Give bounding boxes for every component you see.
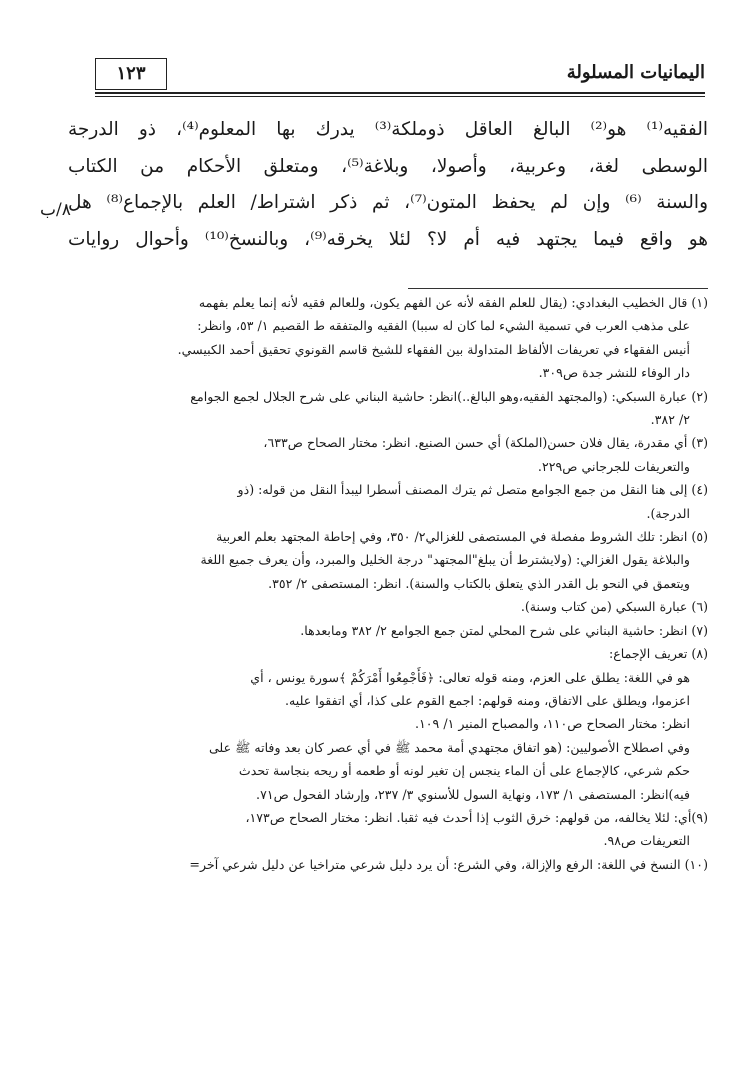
footnote-line: أنيس الفقهاء في تعريفات الألفاظ المتداولة بين الفقهاء للشيخ قاسم القونوي تحقيق أحمد الكبيسي. — [177, 341, 690, 357]
footnote-line: والبلاغة يقول الغزالي: (ولايشترط أن يبلغ"المجتهد" درجة الخليل والمبرد، وأن يعرف جميع اللغة — [200, 552, 690, 568]
body-line: والسنة ⁽⁶⁾ وإن لم يحفظ المتون⁽⁷⁾، ثم ذكر اشتراط/ العلم بالإجماع⁽⁸⁾ هل — [68, 192, 708, 213]
footnote-line: (٤) إلى هنا النقل من جمع الجوامع متصل ثم يترك المصنف أسطرا ليبدأ النقل من قوله: (ذو — [237, 482, 708, 498]
footnote-2 — [35, 385, 708, 432]
footnote-line: دار الوفاء للنشر جدة ص٣٠٩. — [538, 365, 690, 381]
footnote-line: (٦) عبارة السبكي (من كتاب وسنة). — [520, 599, 708, 615]
footnote-line: (٢) عبارة السبكي: (والمجتهد الفقيه،وهو البالغ..)انظر: حاشية البناني على شرح الجلال لجمع الجوامع — [190, 388, 708, 404]
footnote-line: هو في اللغة: يطلق على العزم، ومنه قوله تعالى: ﴿فَأَجْمِعُوا أَمْرَكُمْ ﴾سورة يونس ، أي — [250, 669, 690, 685]
margin-folio-note: ٨/ب — [40, 200, 71, 220]
body-line: هو واقع فيما يجتهد فيه أم لا؟ لئلا يخرقه⁽⁹⁾، وبالنسخ⁽¹⁰⁾ وأحوال روايات — [68, 228, 709, 250]
body-line: الوسطى لغة، وعربية، وأصولا، وبلاغة⁽⁵⁾، ومتعلق الأحكام من الكتاب — [68, 155, 708, 177]
page-number: ١٢٣ — [95, 58, 167, 90]
footnote-line: (٩)أي: لئلا يخالفه، من قولهم: خرق الثوب إذا أحدث فيه ثقبا. انظر: مختار الصحاح ص١٧٣، — [245, 809, 708, 825]
footnote-line: انظر: مختار الصحاح ص١١٠، والمصباح المنير ١/ ١٠٩. — [415, 716, 690, 732]
footnote-line: (٣) أي مقدرة، يقال فلان حسن(الملكة) أي حسن الصنيع. انظر: مختار الصحاح ص٦٣٣، — [263, 435, 708, 451]
footnote-line: وفي اصطلاح الأصوليين: (هو اتفاق مجتهدي أمة محمد ﷺ في أي عصر كان بعد وفاته ﷺ على — [208, 739, 690, 755]
main-text — [68, 112, 708, 258]
footnote-line: على مذهب العرب في تسمية الشيء لما كان له سببا) الفقيه والمتفقه ط القصيم ١/ ٥٣، وانظر: — [197, 318, 690, 334]
footnote-4 — [35, 478, 708, 525]
footnote-line: (١) قال الخطيب البغدادي: (يقال للعلم الفقه لأنه عن الفهم يكون، وللعالم فقيه لأنه إنما يعلم بفهمه — [198, 295, 708, 310]
footnote-line: حكم شرعي، كالإجماع على أن الماء ينجس إن تغير لونه أو طعمه أو ريحه بنجاسة تحدث — [238, 763, 690, 779]
header-rule — [95, 92, 705, 94]
footnote-line: (١٠) النسخ في اللغة: الرفع والإزالة، وفي الشرع: أن يرد دليل شرعي متراخيا عن دليل شرعي آخر= — [189, 856, 708, 872]
footnote-line: (٧) انظر: حاشية البناني على شرح المحلي لمتن جمع الجوامع ٢/ ٣٨٢ ومابعدها. — [300, 622, 708, 638]
footnotes — [35, 291, 708, 876]
footnote-1 — [35, 291, 708, 385]
footnote-10 — [35, 853, 708, 876]
footnote-8 — [35, 642, 708, 806]
body-line: الفقيه⁽¹⁾ هو⁽²⁾ البالغ العاقل ذوملكة⁽³⁾ يدرك بها المعلوم⁽⁴⁾، ذو الدرجة — [68, 119, 708, 140]
footnote-line: ٢/ ٣٨٢. — [650, 412, 690, 428]
footnote-9 — [35, 806, 708, 853]
footnote-line: ويتعمق في النحو بل القدر الذي يتعلق بالكتاب والسنة). انظر: المستصفى ٢/ ٣٥٢. — [268, 575, 690, 591]
footnote-line: والتعريفات للجرجاني ص٢٢٩. — [537, 458, 690, 474]
footnote-line: (٨) تعريف الإجماع: — [608, 646, 708, 662]
footnote-5 — [35, 525, 708, 595]
footnote-line: اعزموا، ويطلق على الاتفاق، ومنه قولهم: اجمع القوم على كذا، أي اتفقوا عليه. — [285, 692, 690, 708]
footnote-line: (٥) انظر: تلك الشروط مفصلة في المستصفى للغزالي٢/ ٣٥٠، وفي إحاطة المجتهد بعلم العربية — [216, 529, 708, 545]
footnote-line: الدرجة). — [646, 505, 690, 521]
page-header — [95, 58, 705, 94]
header-rule-thin — [95, 96, 705, 97]
footnote-line: فيه)انظر: المستصفى ١/ ١٧٣، ونهاية السول للأسنوي ٣/ ٢٣٧، وإرشاد الفحول ص٧١. — [256, 786, 690, 802]
footnote-7 — [35, 619, 708, 642]
footnote-6 — [35, 595, 708, 618]
footnote-line: التعريفات ص٩٨. — [603, 833, 690, 849]
footnote-separator — [408, 288, 708, 289]
footnote-3 — [35, 431, 708, 478]
page-title: اليمانيات المسلولة — [566, 62, 705, 83]
